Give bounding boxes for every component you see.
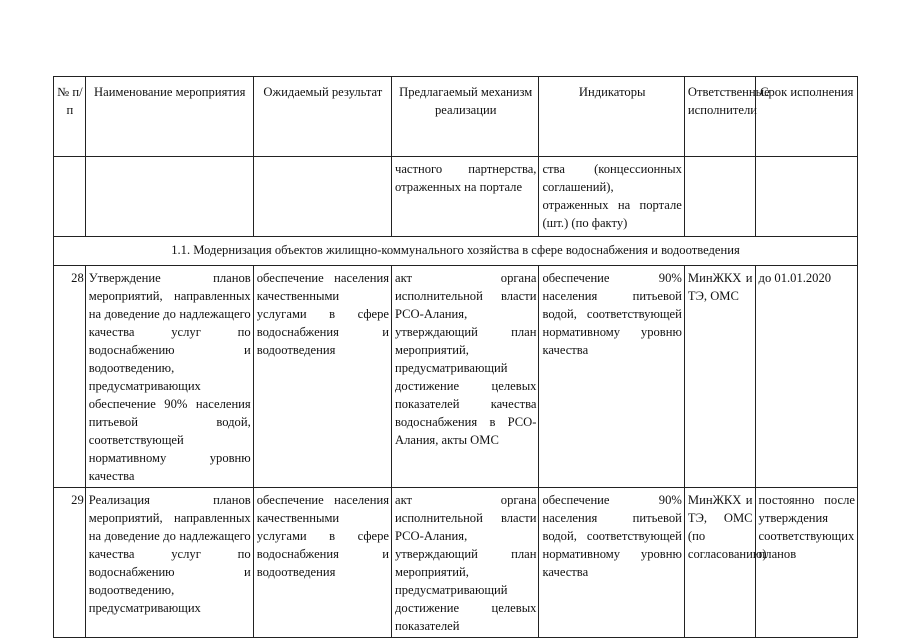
row-responsible: МинЖКХ и ТЭ, ОМС (по согласованию) [684,488,755,638]
row-num: 29 [54,488,86,638]
continuation-name [85,157,253,237]
continuation-row [54,157,858,237]
row-result: обеспечение населения качественными услугами в сфере водоснабжения и водоотведения [253,488,391,638]
row-indicators: обеспечение 90% населения питьевой водой, соответствующей нормативному уровню качества [539,488,684,638]
row-term: постоянно после утверждения соответствующих планов [755,488,857,638]
row-responsible: МинЖКХ и ТЭ, ОМС [684,266,755,488]
row-mechanism: акт органа исполнительной власти РСО-Алания, утверждающий план мероприятий, предусматривающий достижение целевых показателей качества водоснабжения в РСО-Алания, акты ОМС [391,266,538,488]
row-result: обеспечение населения качественными услугами в сфере водоснабжения и водоотведения [253,266,391,488]
continuation-result [253,157,391,237]
continuation-term [755,157,857,237]
continuation-num [54,157,86,237]
header-name: Наименование мероприятия [85,77,253,157]
row-term: до 01.01.2020 [755,266,857,488]
section-row [54,237,858,266]
header-indicators: Индикаторы [539,77,684,157]
header-num: № п/п [54,77,86,157]
header-row [54,77,858,157]
header-responsible: Ответственные исполнители [684,77,755,157]
row-mechanism: акт органа исполнительной власти РСО-Алания, утверждающий план мероприятий, предусматривающий достижение целевых показателей [391,488,538,638]
table-row [54,488,858,638]
header-term: Срок исполнения [755,77,857,157]
continuation-responsible [684,157,755,237]
row-indicators: обеспечение 90% населения питьевой водой, соответствующей нормативному уровню качества [539,266,684,488]
row-name: Реализация планов мероприятий, направленных на доведение до надлежащего качества услуг по водоснабжению и водоотведению, предусматривающих [85,488,253,638]
continuation-mechanism: частного партнерства, отраженных на портале [391,157,538,237]
section-title: 1.1. Модернизация объектов жилищно-коммунального хозяйства в сфере водоснабжения и водоотведения [54,237,858,266]
row-num: 28 [54,266,86,488]
header-result: Ожидаемый результат [253,77,391,157]
measures-table [53,76,858,638]
header-mechanism: Предлагаемый механизм реализации [391,77,538,157]
table-row [54,266,858,488]
row-name: Утверждение планов мероприятий, направленных на доведение до надлежащего качества услуг по водоснабжению и водоотведению, предусматривающих обеспечение 90% населения питьевой водой, соответствующей нормативному уровню качества [85,266,253,488]
continuation-indicators: ства (концессионных соглашений), отраженных на портале (шт.) (по факту) [539,157,684,237]
